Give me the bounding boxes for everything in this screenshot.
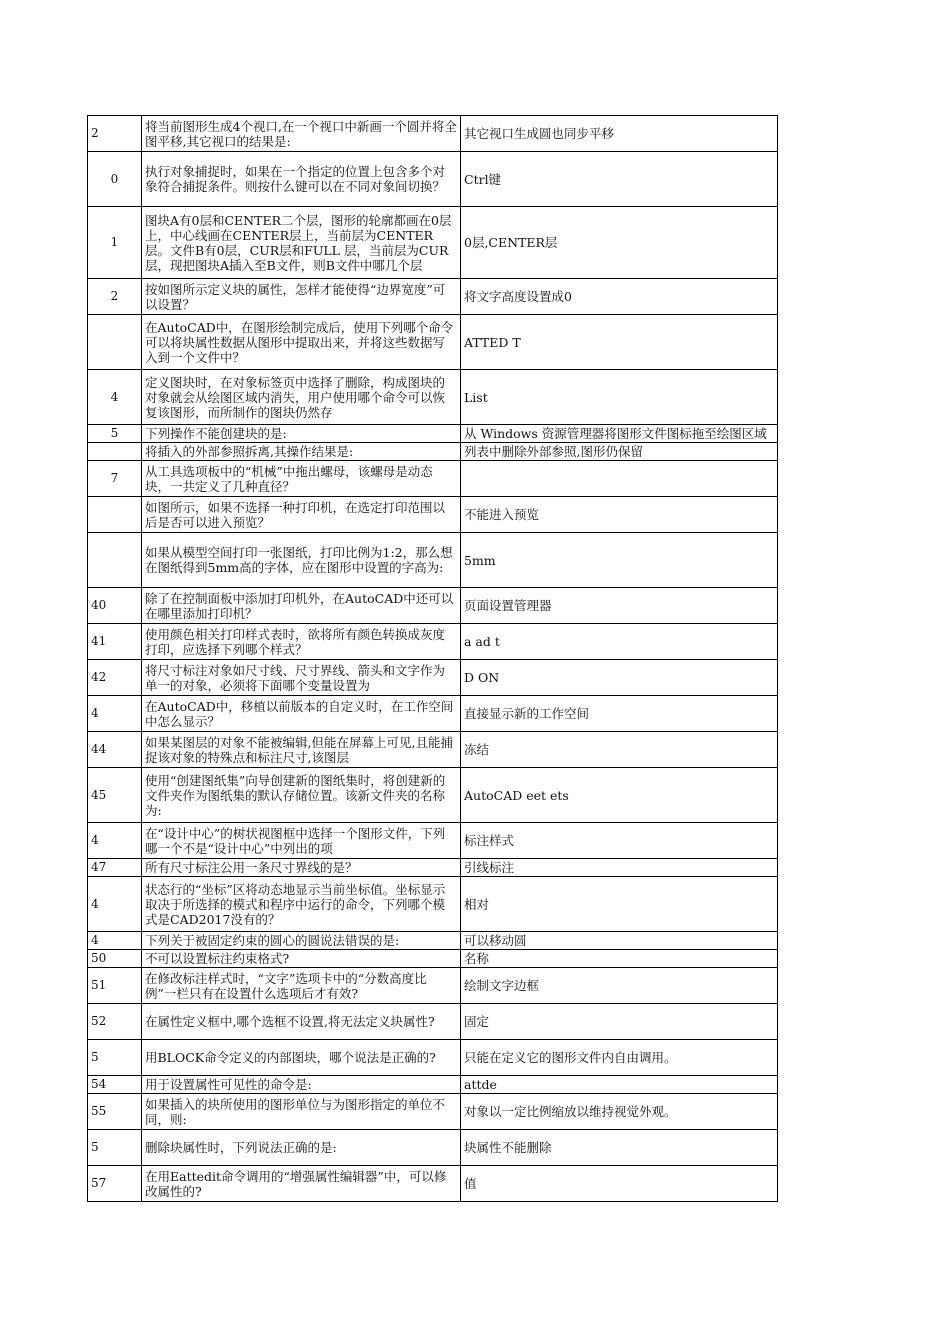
- row-number: [88, 533, 142, 588]
- question-text: 除了在控制面板中添加打印机外，在AutoCAD中还可以在哪里添加打印机？: [145, 590, 454, 621]
- answer-text: 绘制文字边框: [464, 978, 540, 993]
- table-row: [88, 497, 778, 533]
- answer-cell: [461, 315, 778, 370]
- question-cell: [142, 1130, 461, 1166]
- table-row: [88, 732, 778, 768]
- question-text: 在AutoCAD中，在图形绘制完成后，使用下列哪个命令可以将块属性数据从图形中提取出来，并将这些数据写入到一个文件中？: [145, 319, 454, 365]
- question-text: 在AutoCAD中，移植以前版本的自定义时，在工作空间中怎么显示？: [145, 698, 454, 729]
- row-number: 4: [88, 696, 142, 732]
- answer-text: AutoCAD eet ets: [464, 787, 569, 803]
- answer-cell: [461, 425, 778, 443]
- question-cell: [142, 116, 461, 152]
- question-cell: [142, 425, 461, 443]
- table-row: [88, 859, 778, 877]
- answer-text: 只能在定义它的图形文件内自由调用。: [464, 1050, 677, 1065]
- question-cell: [142, 370, 461, 425]
- question-text: 在属性定义框中,哪个选框不设置,将无法定义块属性?: [145, 1014, 435, 1029]
- answer-cell: [461, 1004, 778, 1040]
- answer-text: 0层,CENTER层: [464, 235, 558, 250]
- answer-cell: [461, 1166, 778, 1202]
- answer-cell: [461, 279, 778, 315]
- row-number: 47: [88, 859, 142, 877]
- question-text: 定义图块时，在对象标签页中选择了删除，构成图块的对象就会从绘图区域内消失，用户使用哪个命令可以恢复该图形，而所制作的图块仍然存: [145, 374, 446, 420]
- question-text: 使用颜色相关打印样式表时，欲将所有颜色转换成灰度打印，应选择下列哪个样式？: [145, 626, 446, 657]
- question-cell: [142, 152, 461, 207]
- answer-text: 直接显示新的工作空间: [464, 706, 590, 721]
- answer-text: D ON: [464, 670, 500, 685]
- row-number: 1: [88, 207, 142, 279]
- row-number: 40: [88, 588, 142, 624]
- question-text: 用BLOCK命令定义的内部图块，哪个说法是正确的?: [145, 1050, 436, 1065]
- question-text: 从工具选项板中的“机械”中拖出螺母，该螺母是动态块，一共定义了几种直径？: [145, 463, 433, 494]
- row-number: 55: [88, 1094, 142, 1130]
- table-row: [88, 425, 778, 443]
- row-number: 0: [88, 152, 142, 207]
- table-row: [88, 370, 778, 425]
- answer-cell: [461, 207, 778, 279]
- answer-cell: [461, 370, 778, 425]
- question-text: 将当前图形生成4个视口,在一个视口中新画一个圆并将全图平移,其它视口的结果是:: [145, 118, 457, 149]
- question-cell: [142, 877, 461, 932]
- question-text: 不可以设置标注约束格式?: [145, 951, 290, 966]
- table-row: [88, 315, 778, 370]
- question-cell: [142, 1094, 461, 1130]
- row-number: 4: [88, 877, 142, 932]
- row-number: 2: [88, 279, 142, 315]
- row-number: 5: [88, 1040, 142, 1076]
- row-number: 57: [88, 1166, 142, 1202]
- question-text: 图块A有0层和CENTER二个层，图形的轮廓都画在0层上，中心线画在CENTER层上，当前层为CENTER层。文件B有0层，CUR层和FULL 层，当前层为CUR层，现把图块A插入至B文件，则B文件中哪几个层: [145, 212, 452, 273]
- row-number: 4: [88, 370, 142, 425]
- question-cell: [142, 443, 461, 461]
- answer-cell: [461, 116, 778, 152]
- question-cell: [142, 932, 461, 950]
- question-cell: [142, 859, 461, 877]
- table-row: [88, 624, 778, 660]
- question-cell: [142, 1166, 461, 1202]
- question-text: 在“设计中心”的树状视图框中选择一个图形文件，下列哪一个不是“设计中心”中列出的项: [145, 825, 446, 856]
- question-cell: [142, 279, 461, 315]
- answer-cell: [461, 823, 778, 859]
- question-cell: [142, 968, 461, 1004]
- table-row: [88, 279, 778, 315]
- answer-cell: [461, 588, 778, 624]
- answer-cell: [461, 732, 778, 768]
- question-cell: [142, 1076, 461, 1094]
- answer-cell: [461, 1094, 778, 1130]
- answer-cell: [461, 624, 778, 660]
- answer-text: 标注样式: [464, 833, 515, 848]
- question-text: 用于设置属性可见性的命令是:: [145, 1077, 312, 1092]
- question-cell: [142, 624, 461, 660]
- table-row: [88, 1040, 778, 1076]
- answer-text: 块属性不能删除: [464, 1140, 552, 1155]
- table-row: [88, 1004, 778, 1040]
- answer-text: 不能进入预览: [464, 507, 540, 522]
- question-cell: [142, 533, 461, 588]
- row-number: 41: [88, 624, 142, 660]
- table-row: [88, 152, 778, 207]
- question-cell: [142, 461, 461, 497]
- table-row: [88, 768, 778, 823]
- table-row: [88, 968, 778, 1004]
- table-row: [88, 461, 778, 497]
- answer-text: List: [464, 389, 488, 405]
- table-body: [88, 116, 778, 1202]
- question-text: 如果插入的块所使用的图形单位与为图形指定的单位不同，则:: [145, 1096, 446, 1127]
- question-text: 执行对象捕捉时，如果在一个指定的位置上包含多个对象符合捕捉条件。则按什么键可以在不同对象间切换？: [145, 164, 446, 194]
- question-answer-table: [87, 115, 778, 1202]
- question-cell: [142, 660, 461, 696]
- row-number: 45: [88, 768, 142, 823]
- answer-text: 其它视口生成圆也同步平移: [464, 126, 615, 141]
- question-cell: [142, 1004, 461, 1040]
- question-text: 将尺寸标注对象如尺寸线、尺寸界线、箭头和文字作为单一的对象，必须将下面哪个变量设置为: [145, 662, 446, 693]
- row-number: 4: [88, 823, 142, 859]
- answer-text: 从 Windows 资源管理器将图形文件图标拖至绘图区域: [464, 426, 767, 441]
- answer-cell: [461, 497, 778, 533]
- question-cell: [142, 207, 461, 279]
- answer-text: 值: [464, 1176, 477, 1191]
- answer-cell: [461, 1076, 778, 1094]
- answer-text: 对象以一定比例缩放以维持视觉外观。: [464, 1104, 677, 1119]
- question-cell: [142, 315, 461, 370]
- answer-text: 名称: [464, 951, 490, 966]
- row-number: 2: [88, 116, 142, 152]
- answer-text: a ad t: [464, 634, 500, 649]
- table-row: [88, 443, 778, 461]
- question-cell: [142, 950, 461, 968]
- question-cell: [142, 588, 461, 624]
- question-text: 如图所示，如果不选择一种打印机，在选定打印范围以后是否可以进入预览？: [145, 499, 446, 530]
- answer-text: 可以移动圆: [464, 933, 527, 948]
- question-text: 将插入的外部参照拆离,其操作结果是:: [145, 444, 354, 459]
- question-cell: [142, 1040, 461, 1076]
- answer-text: 相对: [464, 896, 490, 912]
- question-text: 如果从模型空间打印一张图纸，打印比例为1:2，那么想在图纸得到5mm高的字体，应在图形中设置的字高为:: [145, 545, 453, 575]
- answer-text: 列表中删除外部参照,图形仍保留: [464, 444, 643, 459]
- table-row: [88, 533, 778, 588]
- answer-cell: [461, 950, 778, 968]
- answer-cell: [461, 696, 778, 732]
- table-row: [88, 116, 778, 152]
- row-number: [88, 497, 142, 533]
- table-row: [88, 932, 778, 950]
- question-text: 状态行的“坐标”区将动态地显示当前坐标值。坐标显示取决于所选择的模式和程序中运行的命令，下列哪个模式是CAD2017没有的？: [145, 881, 446, 927]
- row-number: 50: [88, 950, 142, 968]
- question-cell: [142, 497, 461, 533]
- answer-text: 5mm: [464, 552, 496, 568]
- table-row: [88, 660, 778, 696]
- answer-cell: [461, 968, 778, 1004]
- row-number: [88, 315, 142, 370]
- answer-text: 页面设置管理器: [464, 598, 552, 613]
- question-cell: [142, 823, 461, 859]
- answer-cell: [461, 660, 778, 696]
- question-text: 下列操作不能创建块的是:: [145, 426, 287, 441]
- answer-text: Ctrl键: [464, 171, 502, 187]
- row-number: 5: [88, 425, 142, 443]
- question-cell: [142, 696, 461, 732]
- question-text: 在用Eattedit命令调用的“增强属性编辑器”中，可以修改属性的?: [145, 1168, 447, 1199]
- table-row: [88, 1130, 778, 1166]
- table-row: [88, 588, 778, 624]
- row-number: 44: [88, 732, 142, 768]
- table-row: [88, 207, 778, 279]
- row-number: 5: [88, 1130, 142, 1166]
- answer-text: ATTED T: [464, 334, 521, 350]
- answer-text: 固定: [464, 1014, 490, 1029]
- question-text: 使用“创建图纸集”向导创建新的图纸集时，将创建新的文件夹作为图纸集的默认存储位置。该新文件夹的名称为:: [145, 772, 446, 818]
- question-text: 按如图所示定义块的属性，怎样才能使得“边界宽度”可以设置？: [145, 281, 446, 312]
- answer-cell: [461, 533, 778, 588]
- answer-text: 将文字高度设置成0: [464, 289, 572, 304]
- row-number: 51: [88, 968, 142, 1004]
- answer-text: 冻结: [464, 742, 490, 757]
- question-text: 删除块属性时，下列说法正确的是:: [145, 1140, 337, 1155]
- row-number: 7: [88, 461, 142, 497]
- answer-cell: [461, 461, 778, 497]
- answer-cell: [461, 443, 778, 461]
- row-number: 4: [88, 932, 142, 950]
- question-cell: [142, 768, 461, 823]
- table-row: [88, 877, 778, 932]
- question-cell: [142, 732, 461, 768]
- answer-cell: [461, 877, 778, 932]
- question-text: 下列关于被固定约束的圆心的圆说法错误的是:: [145, 933, 400, 948]
- table-row: [88, 1076, 778, 1094]
- question-text: 在修改标注样式时，“文字”选项卡中的“分数高度比例”一栏只有在设置什么选项后才有效?: [145, 970, 427, 1001]
- answer-cell: [461, 859, 778, 877]
- answer-text: attde: [464, 1077, 497, 1092]
- answer-cell: [461, 1130, 778, 1166]
- question-text: 如果某图层的对象不能被编辑,但能在屏幕上可见,且能捕捉该对象的特殊点和标注尺寸,该图层: [145, 734, 453, 765]
- answer-cell: [461, 152, 778, 207]
- table-row: [88, 823, 778, 859]
- answer-cell: [461, 932, 778, 950]
- table-row: [88, 1094, 778, 1130]
- row-number: 54: [88, 1076, 142, 1094]
- row-number: 42: [88, 660, 142, 696]
- answer-text: 引线标注: [464, 860, 515, 875]
- table-row: [88, 696, 778, 732]
- answer-cell: [461, 1040, 778, 1076]
- table-row: [88, 950, 778, 968]
- question-text: 所有尺寸标注公用一条尺寸界线的是？: [145, 860, 358, 875]
- row-number: [88, 443, 142, 461]
- answer-cell: [461, 768, 778, 823]
- table-row: [88, 1166, 778, 1202]
- row-number: 52: [88, 1004, 142, 1040]
